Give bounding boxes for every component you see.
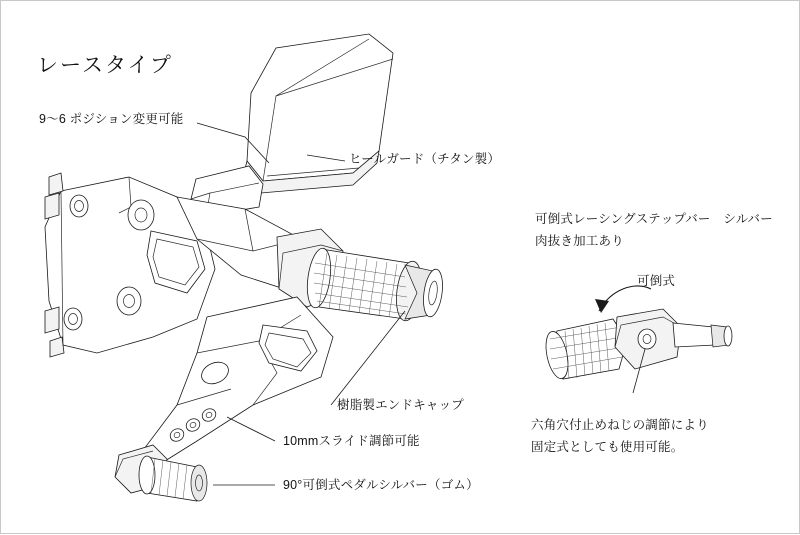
page-title: レースタイプ: [37, 54, 173, 77]
callout-folding-pedal: 90°可倒式ペダルシルバー（ゴム）: [283, 478, 479, 492]
callout-end-cap: 樹脂製エンドキャップ: [337, 398, 465, 412]
rearset-assembly-art: [45, 34, 445, 501]
right-heading-line2: 肉抜き加工あり: [535, 234, 624, 248]
callout-heel-guard: ヒールガード（チタン製）: [349, 152, 501, 166]
footpeg: [304, 247, 445, 323]
folding-arrow-label: 可倒式: [637, 274, 676, 288]
right-note-line1: 六角穴付止めねじの調節により: [531, 418, 709, 432]
right-heading-line1: 可倒式レーシングステップバー シルバー: [535, 212, 773, 226]
callout-slide-adjust: 10mmスライド調節可能: [283, 434, 420, 448]
folding-step-bar-art: [542, 309, 732, 393]
callout-position-adjust: 9〜6 ポジション変更可能: [39, 112, 184, 126]
folding-arrow-icon: [595, 286, 651, 313]
right-note-line2: 固定式としても使用可能。: [531, 440, 684, 454]
shift-pedal: [139, 456, 207, 501]
